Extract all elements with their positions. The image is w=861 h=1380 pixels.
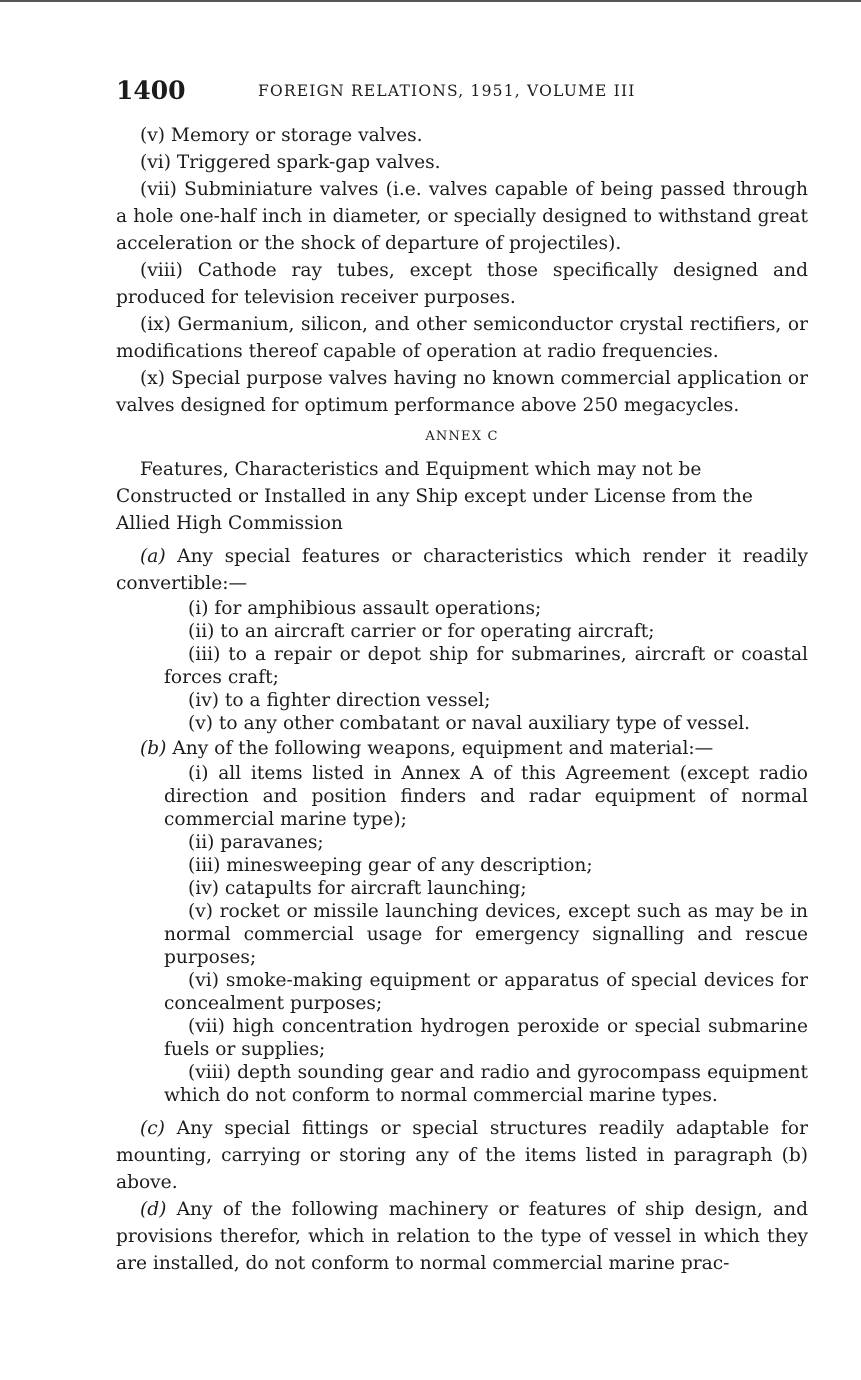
paragraph-b (116, 735, 808, 762)
list-item: (ii) paravanes; (188, 832, 324, 853)
list-item: (iii) minesweeping gear of any description; (188, 855, 593, 876)
paragraph-d-text: Any of the following machinery or features of ship design, and provisions therefor, which in relation to the type of vessel in which they are installed, do not conform to normal commercial marine prac- (116, 1199, 808, 1274)
paragraph-d (116, 1196, 808, 1277)
list-item: (v) rocket or missile launching devices, except such as may be in normal commercial usage for emergency signalling and rescue purposes; (164, 901, 808, 968)
paragraph-a-list (116, 597, 808, 735)
annex-b-item: (x) Special purpose valves having no known commercial application or valves designed for optimum performance above 250 megacycles. (116, 368, 808, 416)
top-border-rule (0, 0, 861, 2)
paragraph-d-label: (d) (140, 1199, 167, 1220)
paragraph-b-label: (b) (140, 738, 167, 759)
paragraph-a-text: Any special features or characteristics which render it readily convertible:— (116, 546, 808, 594)
list-item: (iv) catapults for aircraft launching; (188, 878, 527, 899)
annex-b-item: (vi) Triggered spark-gap valves. (140, 152, 441, 173)
annex-b-item: (ix) Germanium, silicon, and other semiconductor crystal rectifiers, or modifications thereof capable of operation at radio frequencies. (116, 314, 808, 362)
list-item: (iii) to a repair or depot ship for submarines, aircraft or coastal forces craft; (164, 644, 808, 688)
paragraph-b-list (116, 762, 808, 1107)
paragraph-a-label: (a) (140, 546, 166, 567)
annex-c-title: ANNEX C (425, 429, 499, 444)
paragraph-b-text: Any of the following weapons, equipment and material:— (166, 738, 714, 759)
list-item: (i) all items listed in Annex A of this Agreement (except radio direction and position finders and radar equipment of normal commercial marine type); (164, 763, 808, 830)
list-item: (vii) high concentration hydrogen peroxide or special submarine fuels or supplies; (164, 1016, 808, 1060)
annex-b-item: (v) Memory or storage valves. (140, 125, 423, 146)
running-title: FOREIGN RELATIONS, 1951, VOLUME III (258, 82, 636, 100)
page-number: 1400 (116, 76, 186, 105)
annex-b-item: (viii) Cathode ray tubes, except those specifically designed and produced for television receiver purposes. (116, 260, 808, 308)
paragraph-c (116, 1115, 808, 1196)
page-header (116, 76, 806, 106)
list-item: (ii) to an aircraft carrier or for operating aircraft; (188, 621, 655, 642)
list-item: (i) for amphibious assault operations; (188, 598, 542, 619)
list-item: (viii) depth sounding gear and radio and gyrocompass equipment which do not conform to normal commercial marine types. (164, 1062, 808, 1106)
page-body (116, 122, 808, 1277)
annex-b-item: (vii) Subminiature valves (i.e. valves capable of being passed through a hole one-half inch in diameter, or specially designed to withstand great acceleration or the shock of departure of projectiles). (116, 179, 808, 254)
paragraph-a (116, 543, 808, 597)
list-item: (iv) to a fighter direction vessel; (188, 690, 491, 711)
annex-c-heading: Features, Characteristics and Equipment which may not be Constructed or Installed in any Ship except under License from the Allied High Commission (116, 459, 753, 534)
paragraph-c-label: (c) (140, 1118, 165, 1139)
list-item: (v) to any other combatant or naval auxiliary type of vessel. (188, 713, 751, 734)
paragraph-c-text: Any special fittings or special structures readily adaptable for mounting, carrying or storing any of the items listed in paragraph (b) above. (116, 1118, 808, 1193)
list-item: (vi) smoke-making equipment or apparatus of special devices for concealment purposes; (164, 970, 808, 1014)
